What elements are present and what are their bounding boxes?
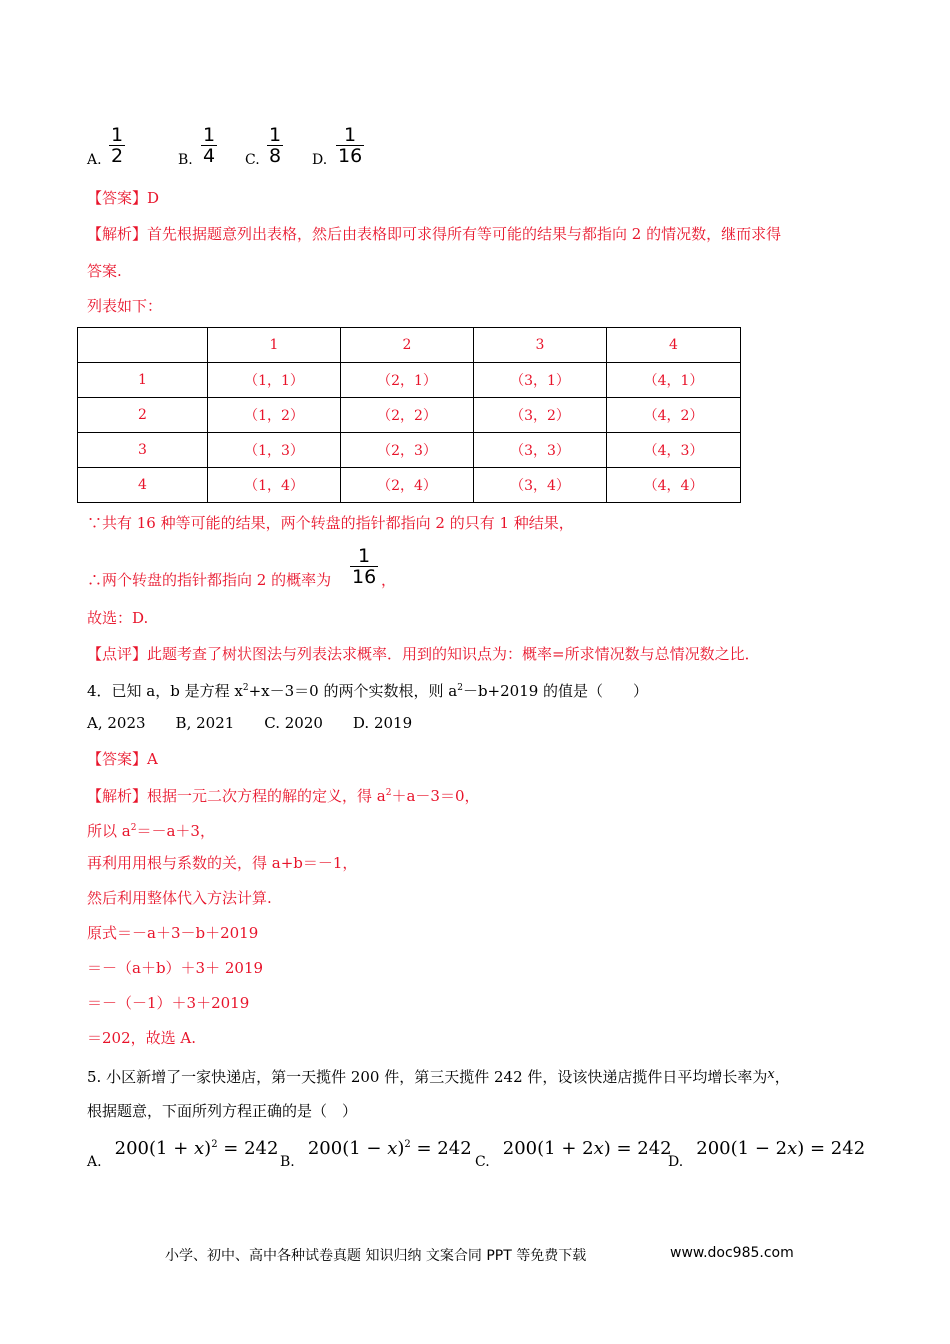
q3-option-b bbox=[178, 125, 238, 175]
table-row bbox=[78, 398, 741, 433]
table-cell: 3 bbox=[474, 328, 607, 363]
q4-stem: 4．已知 a，b 是方程 $x^2+x-3=0$ 的两个实数根，则 $a^2-b+2019$ 的值是（ ） bbox=[87, 682, 649, 700]
q5-option-c: C. 200(1 + 2x) = 242 bbox=[475, 1138, 672, 1170]
table-cell: （4，1） bbox=[607, 363, 741, 398]
q3-answer: 【答案】D bbox=[87, 189, 160, 207]
table-cell bbox=[78, 328, 208, 363]
table-cell: （2，3） bbox=[341, 433, 474, 468]
q4-answer: 【答案】A bbox=[87, 750, 158, 768]
q3-option-c bbox=[245, 125, 305, 175]
table-header-row bbox=[78, 328, 741, 363]
table-cell: 1 bbox=[78, 363, 208, 398]
q4-solution-line7: ＝－（－1）＋3＋2019 bbox=[87, 994, 250, 1012]
q3-option-a-label: A. bbox=[87, 152, 102, 168]
q4-solution-line8: ＝202，故选 A. bbox=[87, 1029, 196, 1047]
q3-option-d bbox=[312, 125, 382, 175]
q3-option-d-fraction: $\frac{1}{16}$ bbox=[338, 124, 363, 167]
table-cell: （2，4） bbox=[341, 468, 474, 503]
table-cell: 3 bbox=[78, 433, 208, 468]
table-cell: （1，4） bbox=[208, 468, 341, 503]
table-cell: （3，2） bbox=[474, 398, 607, 433]
table-cell: （3，1） bbox=[474, 363, 607, 398]
table-cell: （4，2） bbox=[607, 398, 741, 433]
q5-option-d: D. 200(1 − 2x) = 242 bbox=[668, 1138, 866, 1170]
q3-comment: 【点评】此题考查了树状图法与列表法求概率．用到的知识点为：概率=所求情况数与总情况数之比． bbox=[87, 645, 760, 663]
q3-option-a bbox=[87, 125, 147, 175]
q3-option-a-fraction: $\frac{1}{2}$ bbox=[111, 124, 124, 167]
table-cell: （1，2） bbox=[208, 398, 341, 433]
outcome-table bbox=[77, 327, 741, 503]
table-cell: 2 bbox=[78, 398, 208, 433]
table-cell: 1 bbox=[208, 328, 341, 363]
footer-url[interactable]: www.doc985.com bbox=[670, 1245, 794, 1261]
q3-therefore: ∴两个转盘的指针都指向 2 的概率为 bbox=[87, 571, 332, 589]
q3-list-intro: 列表如下： bbox=[87, 297, 163, 315]
q4-solution-line5: 原式＝－a＋3－b＋2019 bbox=[87, 924, 259, 942]
q5-option-a: A. $200(1 + x)^2 = 242$ bbox=[87, 1138, 279, 1170]
q3-choose: 故选：D. bbox=[87, 609, 149, 627]
q4-solution-line6: ＝－（a＋b）＋3＋ 2019 bbox=[87, 959, 264, 977]
table-cell: 4 bbox=[607, 328, 741, 363]
q4-solution-line2: 所以 $a^2=-a+3$， bbox=[87, 822, 215, 840]
q5-stem-line1: 5. 小区新增了一家快递店，第一天揽件 200 件，第三天揽件 242 件，设该快递店揽件日平均增长率为x， bbox=[87, 1067, 790, 1086]
table-cell: （3，4） bbox=[474, 468, 607, 503]
table-row bbox=[78, 468, 741, 503]
table-row bbox=[78, 433, 741, 468]
table-cell: （1，1） bbox=[208, 363, 341, 398]
q4-options: A, 2023 B, 2021 C. 2020 D. 2019 bbox=[87, 714, 413, 732]
q3-therefore-suffix: ， bbox=[381, 571, 397, 589]
q3-option-c-fraction: $\frac{1}{8}$ bbox=[269, 124, 282, 167]
table-cell: 2 bbox=[341, 328, 474, 363]
table-cell: （4，4） bbox=[607, 468, 741, 503]
q4-solution-line1: 【解析】根据一元二次方程的解的定义，得 $a^2+a-3=0$， bbox=[87, 787, 480, 805]
footer-text: 小学、初中、高中各种试卷真题 知识归纳 文案合同 PPT 等免费下载 bbox=[165, 1248, 587, 1264]
q4-solution-line3: 再利用用根与系数的关，得 a+b＝－1， bbox=[87, 854, 358, 872]
table-cell: （1，3） bbox=[208, 433, 341, 468]
q3-option-b-label: B. bbox=[178, 152, 193, 168]
q3-analysis-line2: 答案. bbox=[87, 262, 122, 280]
table-row bbox=[78, 363, 741, 398]
q3-because: ∵共有 16 种等可能的结果，两个转盘的指针都指向 2 的只有 1 种结果， bbox=[87, 514, 574, 532]
table-cell: 4 bbox=[78, 468, 208, 503]
q3-option-d-label: D. bbox=[312, 152, 328, 168]
table-cell: （2，2） bbox=[341, 398, 474, 433]
q3-probability-fraction: $\frac{1}{16}$ bbox=[352, 545, 377, 588]
q3-option-c-label: C. bbox=[245, 152, 260, 168]
q3-option-b-fraction: $\frac{1}{4}$ bbox=[203, 124, 216, 167]
q3-analysis-line1: 【解析】首先根据题意列出表格，然后由表格即可求得所有等可能的结果与都指向 2 的情况数，继而求得 bbox=[87, 225, 782, 243]
table-cell: （4，3） bbox=[607, 433, 741, 468]
q5-stem-line2: 根据题意，下面所列方程正确的是（ ） bbox=[87, 1102, 358, 1120]
table-cell: （2，1） bbox=[341, 363, 474, 398]
table-cell: （3，3） bbox=[474, 433, 607, 468]
q5-option-b: B. $200(1 - x)^2 = 242$ bbox=[280, 1138, 472, 1170]
q4-solution-line4: 然后利用整体代入方法计算. bbox=[87, 889, 272, 907]
